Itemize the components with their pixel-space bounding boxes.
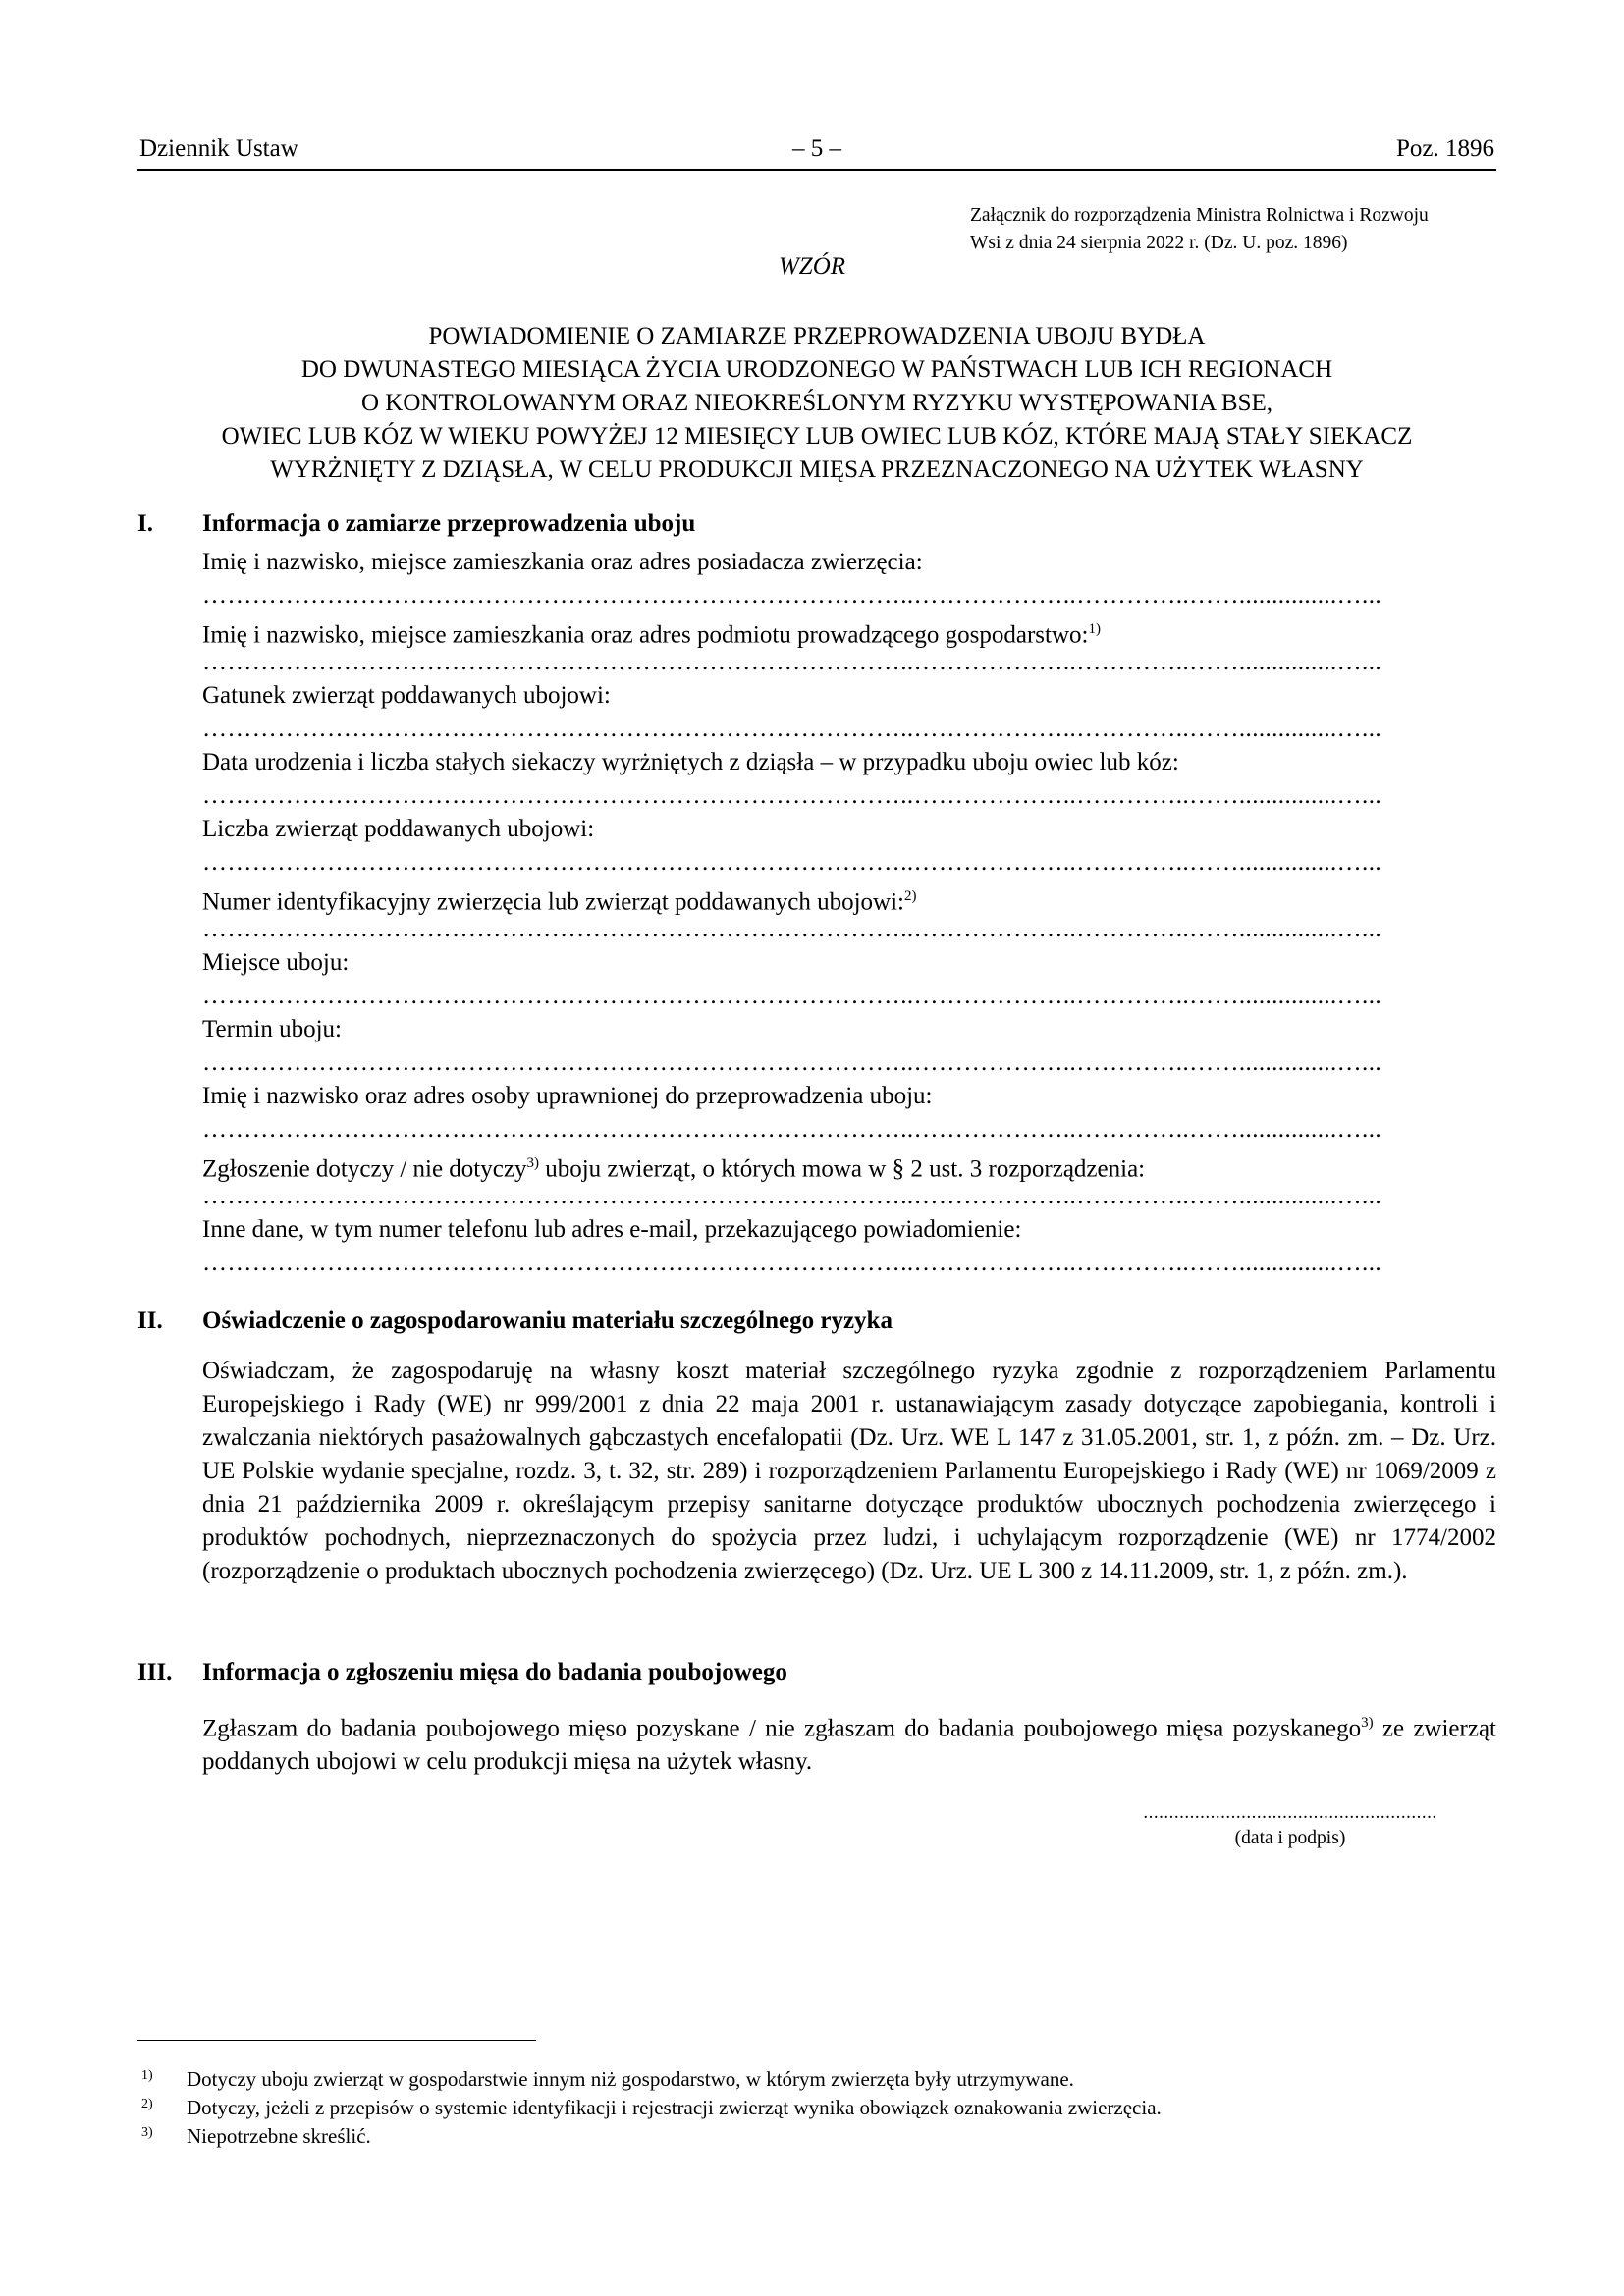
section-2-number: II. (137, 1308, 163, 1334)
page-header (137, 132, 1496, 171)
footnote-text: Dotyczy, jeżeli z przepisów o systemie identyfikacji i rejestracji zwierząt wynika obowiązek oznakowania zwierzęcia. (187, 2096, 1162, 2119)
footnote-item (137, 2065, 1496, 2094)
footnote-ref: 3) (526, 1155, 539, 1171)
signature-caption: (data i podpis) (1234, 1828, 1346, 1848)
fill-in-line[interactable]: …………………………………………………………………………..………………..…………..……...............…... (202, 1250, 1381, 1276)
field-label: Numer identyfikacyjny zwierzęcia lub zwierząt poddawanych ubojowi:$^{2)}$ (202, 888, 917, 916)
field-label: Liczba zwierząt poddawanych ubojowi: (202, 816, 595, 842)
footnote-item (137, 2122, 1496, 2151)
title-line: OWIEC LUB KÓZ W WIEKU POWYŻEJ 12 MIESIĘCY LUB OWIEC LUB KÓZ, KTÓRE MAJĄ STAŁY SIEKACZ (221, 423, 1413, 450)
fill-in-line[interactable]: …………………………………………………………………………..………………..…………..……...............…... (202, 1049, 1381, 1076)
annex-line-2: Wsi z dnia 24 sierpnia 2022 r. (Dz. U. poz. 1896) (970, 233, 1348, 253)
section-3-title: Informacja o zgłoszeniu mięsa do badania poubojowego (202, 1659, 787, 1685)
field-label: Termin uboju: (202, 1016, 342, 1042)
form-field[interactable] (202, 813, 1496, 880)
form-field[interactable] (202, 1147, 1496, 1213)
fill-in-line[interactable]: …………………………………………………………………………..………………..…………..……...............…... (202, 782, 1381, 809)
field-label: Data urodzenia i liczba stałych siekaczy wyrżniętych z dziąsła – w przypadku uboju owiec lub kóz: (202, 749, 1179, 775)
form-field[interactable] (202, 679, 1496, 746)
footnote-item (137, 2094, 1496, 2122)
field-label: Imię i nazwisko, miejsce zamieszkania oraz adres podmiotu prowadzącego gospodarstwo:$^{1)}$ (202, 621, 1101, 649)
inspection-paragraph: Zgłaszam do badania poubojowego mięso pozyskane / nie zgłaszam do badania poubojowego mięsa pozyskanego$^{3)}$ ze zwierząt poddanych ubojowi w celu produkcji mięsa na użytek własny. (202, 1715, 1496, 1776)
title-line: POWIADOMIENIE O ZAMIARZE PRZEPROWADZENIA UBOJU BYDŁA (428, 323, 1206, 349)
fill-in-line[interactable]: …………………………………………………………………………..………………..…………..……...............…... (202, 649, 1381, 675)
field-label: Imię i nazwisko, miejsce zamieszkania oraz adres posiadacza zwierzęcia: (202, 549, 923, 575)
title-line: O KONTROLOWANYM ORAZ NIEOKREŚLONYM RYZYKU WYSTĘPOWANIA BSE, (360, 390, 1272, 416)
footnote-text: Dotyczy uboju zwierząt w gospodarstwie innym niż gospodarstwo, w którym zwierzęta były utrzymywane. (187, 2067, 1074, 2091)
field-label: Gatunek zwierząt poddawanych ubojowi: (202, 682, 611, 709)
fill-in-line[interactable]: …………………………………………………………………………..………………..…………..……...............…... (202, 716, 1381, 742)
footnote-ref: 1) (1088, 621, 1101, 637)
page-number: – 5 – (792, 135, 841, 162)
statement-paragraph: Oświadczam, że zagospodaruję na własny koszt materiał szczególnego ryzyka zgodnie z rozporządzeniem Parlamentu Europejskiego i Rady (WE) nr 999/2001 z dnia 22 maja 2001 r. ustanawiającym zasady dotyczące zapobiegania, kontroli i zwalczania niektórych pasażowalnych gąbczastych encefalopatii (Dz. Urz. WE L 147 z 31.05.2001, str. 1, z późn. zm. – Dz. Urz. UE Polskie wydanie specjalne, rozdz. 3, t. 32, str. 289) i rozporządzeniem Parlamentu Europejskiego i Rady (WE) nr 1069/2009 z dnia 21 października 2009 r. określającym przepisy sanitarne dotyczące produktów ubocznych pochodzenia zwierzęcego i produktów pochodnych, nieprzeznaczonych do spożycia przez ludzi, i uchylającym rozporządzenie (WE) nr 1774/2002 (rozporządzenie o produktach ubocznych pochodzenia zwierzęcego) (Dz. Urz. UE L 300 z 14.11.2009, str. 1, z późn. zm.). (202, 1358, 1496, 1584)
section-3-number: III. (137, 1659, 173, 1685)
journal-name: Dziennik Ustaw (139, 135, 298, 162)
section-1-fields (202, 546, 1496, 1280)
form-field[interactable] (202, 1213, 1496, 1280)
fill-in-line[interactable]: …………………………………………………………………………..………………..…………..……...............…... (202, 849, 1381, 876)
form-field[interactable] (202, 546, 1496, 613)
fill-in-line[interactable]: …………………………………………………………………………..………………..…………..……...............…... (202, 1183, 1381, 1209)
title-line: WYRŻNIĘTY Z DZIĄSŁA, W CELU PRODUKCJI MIĘSA PRZEZNACZONEGO NA UŻYTEK WŁASNY (270, 456, 1364, 483)
footnotes (137, 2065, 1496, 2151)
template-label: WZÓR (778, 253, 846, 280)
form-field[interactable] (202, 613, 1496, 679)
fill-in-line[interactable]: …………………………………………………………………………..………………..…………..……...............…... (202, 983, 1381, 1009)
footnote-separator (137, 2040, 536, 2041)
field-label: Miejsce uboju: (202, 949, 350, 976)
form-field[interactable] (202, 746, 1496, 813)
form-field[interactable] (202, 1013, 1496, 1080)
document-title (137, 320, 1496, 487)
form-field[interactable] (202, 1080, 1496, 1147)
annex-line-1: Załącznik do rozporządzenia Ministra Rolnictwa i Rozwoju (970, 205, 1429, 226)
footnote-mark: 3) (141, 2125, 153, 2140)
section-1-title: Informacja o zamiarze przeprowadzenia uboju (202, 510, 696, 537)
field-label: Zgłoszenie dotyczy / nie dotyczy$^{3)}$ uboju zwierząt, o których mowa w § 2 ust. 3 rozporządzenia: (202, 1155, 1146, 1183)
fill-in-line[interactable]: …………………………………………………………………………..………………..…………..……...............…... (202, 582, 1381, 609)
signature-line[interactable]: ......................................................... (1143, 1802, 1437, 1823)
field-label: Inne dane, w tym numer telefonu lub adres e-mail, przekazującego powiadomienie: (202, 1216, 1022, 1243)
annex-note (970, 202, 1500, 257)
footnote-ref: 2) (904, 888, 917, 904)
form-field[interactable] (202, 880, 1496, 946)
fill-in-line[interactable]: …………………………………………………………………………..………………..…………..……...............…... (202, 916, 1381, 942)
footnote-text: Niepotrzebne skreślić. (187, 2124, 371, 2148)
form-field[interactable] (202, 946, 1496, 1013)
fill-in-line[interactable]: …………………………………………………………………………..………………..…………..……...............…... (202, 1116, 1381, 1143)
footnote-mark: 1) (141, 2068, 153, 2083)
signature-block (1084, 1802, 1496, 1849)
footnote-ref: 3) (1361, 1715, 1374, 1731)
section-2-title: Oświadczenie o zagospodarowaniu materiału szczególnego ryzyka (202, 1308, 893, 1334)
field-label: Imię i nazwisko oraz adres osoby uprawnionej do przeprowadzenia uboju: (202, 1083, 933, 1109)
section-1-number: I. (137, 510, 153, 537)
title-line: DO DWUNASTEGO MIESIĄCA ŻYCIA URODZONEGO W PAŃSTWACH LUB ICH REGIONACH (300, 356, 1333, 383)
position-number: Poz. 1896 (1396, 135, 1494, 162)
footnote-mark: 2) (141, 2097, 153, 2111)
